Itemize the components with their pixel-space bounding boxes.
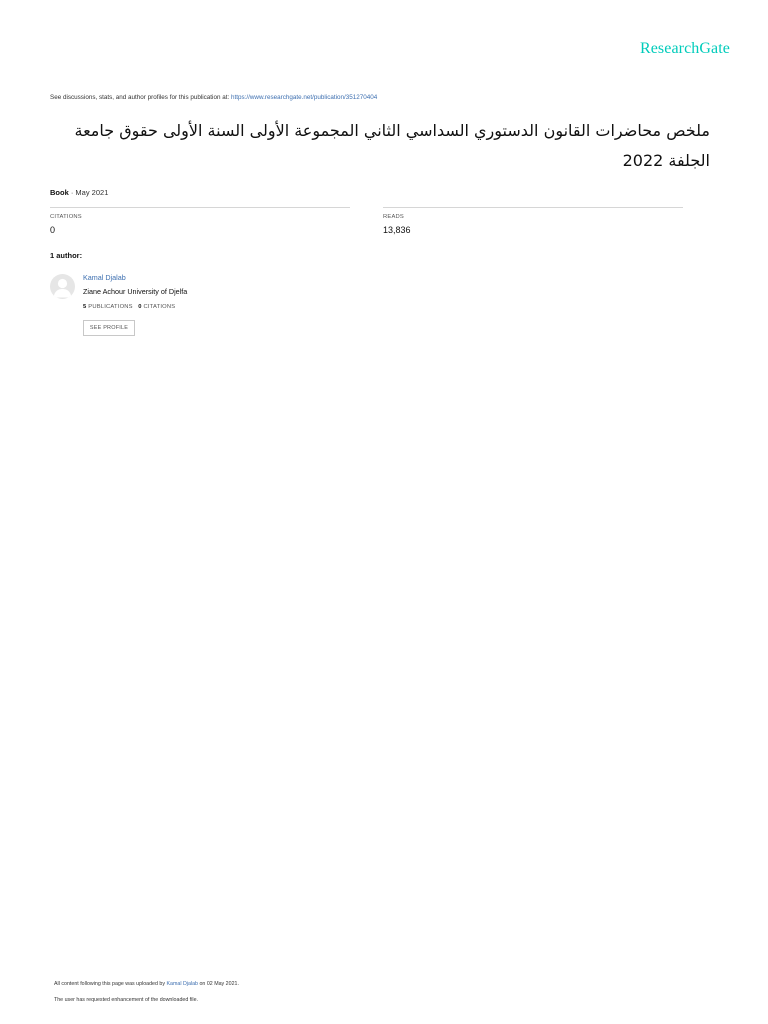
avatar[interactable] [50, 274, 75, 299]
publication-title: ملخص محاضرات القانون الدستوري السداسي الثاني المجموعة الأولى السنة الأولى حقوق جامعة الجلفة 2022 [74, 121, 710, 170]
author-citations-count: 0 [138, 304, 142, 310]
researchgate-logo[interactable]: ResearchGate [639, 40, 730, 57]
reads-divider [383, 207, 683, 208]
user-silhouette-icon [50, 274, 75, 299]
meta-separator: · [68, 188, 76, 197]
discussions-text: See discussions, stats, and author profiles for this publication at: [50, 94, 231, 101]
discussions-notice [50, 94, 377, 101]
publication-date: May 2021 [75, 188, 109, 197]
reads-label: READS [383, 214, 404, 220]
publication-meta [50, 188, 108, 197]
author-stats [83, 304, 175, 310]
upload-note [54, 981, 239, 987]
citations-value: 0 [50, 225, 56, 235]
publication-link[interactable]: https://www.researchgate.net/publication/351270404 [230, 94, 378, 101]
authors-heading: 1 author: [50, 251, 83, 260]
enhancement-note: The user has requested enhancement of the downloaded file. [54, 997, 198, 1003]
citations-divider [50, 207, 350, 208]
uploader-link[interactable]: Kamal Djalab [166, 981, 198, 987]
author-institution: Ziane Achour University of Djelfa [83, 287, 188, 296]
publication-type: Book [50, 188, 69, 197]
upload-prefix: All content following this page was uploaded by [54, 981, 167, 987]
author-citations-label: CITATIONS [143, 304, 176, 310]
see-profile-button[interactable]: SEE PROFILE [83, 320, 135, 336]
reads-value: 13,836 [383, 225, 411, 235]
upload-suffix: on 02 May 2021. [198, 981, 239, 987]
author-publications-count: 5 [83, 304, 87, 310]
author-name-link[interactable]: Kamal Djalab [83, 273, 126, 282]
citations-label: CITATIONS [50, 214, 82, 220]
author-publications-label: PUBLICATIONS [88, 304, 133, 310]
